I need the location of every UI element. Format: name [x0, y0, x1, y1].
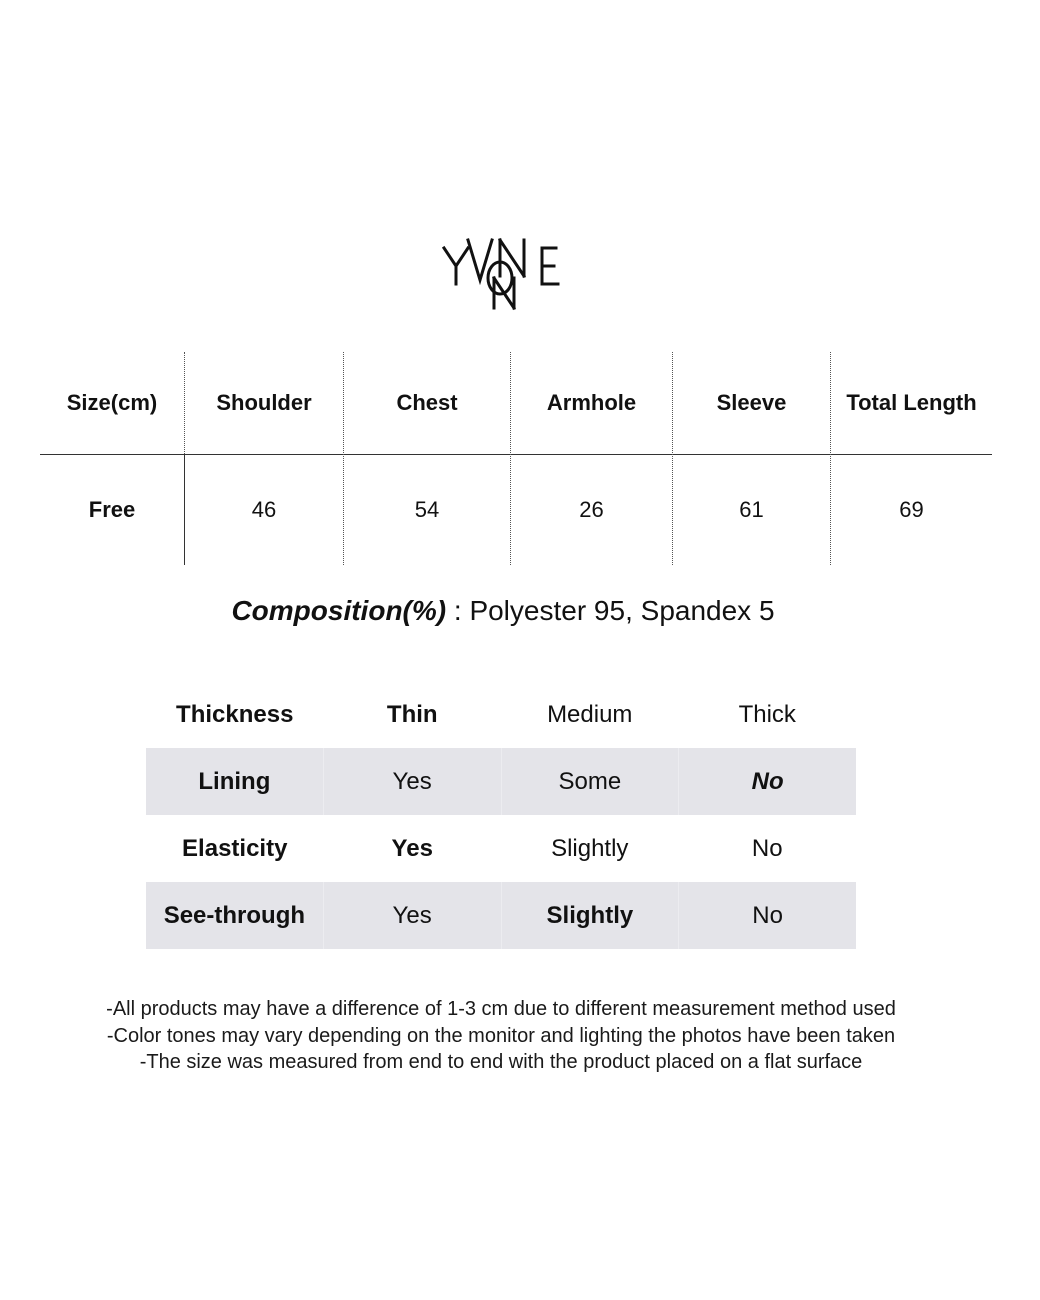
header-sleeve: Sleeve [716, 390, 787, 415]
option-no: No [678, 882, 856, 949]
option-yes: Yes [323, 882, 501, 949]
option-slightly: Slightly [551, 834, 629, 862]
option-thick: Thick [738, 700, 796, 728]
note-line: -The size was measured from end to end with the product placed on a flat surface [139, 1051, 863, 1073]
disclaimer-notes [0, 996, 1002, 1076]
attribute-label: See-through [163, 901, 306, 929]
attribute-label: Thickness [176, 700, 294, 728]
composition-value: Polyester 95, Spandex 5 [469, 595, 775, 626]
brand-logo-mark [438, 228, 568, 314]
size-table [40, 352, 992, 565]
option-slightly-selected: Slightly [501, 882, 679, 949]
option-yes: Yes [323, 748, 501, 815]
attribute-label: Lining [198, 767, 271, 795]
header-shoulder: Shoulder [216, 390, 312, 415]
header-armhole: Armhole [546, 390, 637, 415]
header-total-length: Total Length [846, 390, 977, 415]
option-medium: Medium [547, 700, 633, 728]
note-line: -All products may have a difference of 1-3 cm due to different measurement method used [106, 998, 896, 1020]
option-no-selected: No [678, 748, 856, 815]
size-value: Free [88, 497, 136, 522]
shoulder-value: 46 [251, 497, 277, 522]
fabric-row-elasticity [146, 815, 856, 882]
fabric-row-thickness [146, 681, 856, 748]
option-some: Some [501, 748, 679, 815]
composition-line [0, 590, 1006, 632]
fabric-row-see-through [146, 882, 856, 949]
header-chest: Chest [396, 390, 458, 415]
composition-separator: : [446, 595, 470, 626]
armhole-value: 26 [579, 497, 604, 522]
composition-label: Composition(%) [231, 595, 447, 626]
fabric-properties-table [146, 681, 856, 949]
total-length-value: 69 [899, 497, 924, 522]
option-yes-selected: Yes [391, 834, 433, 862]
option-no: No [751, 834, 783, 862]
header-size: Size(cm) [66, 390, 158, 415]
attribute-label: Elasticity [182, 834, 288, 862]
note-line: -Color tones may vary depending on the monitor and lighting the photos have been taken [106, 1024, 896, 1047]
chest-value: 54 [414, 497, 440, 522]
fabric-row-lining [146, 748, 856, 815]
brand-logo [438, 228, 568, 314]
option-thin-selected: Thin [386, 700, 438, 728]
sleeve-value: 61 [739, 497, 764, 522]
